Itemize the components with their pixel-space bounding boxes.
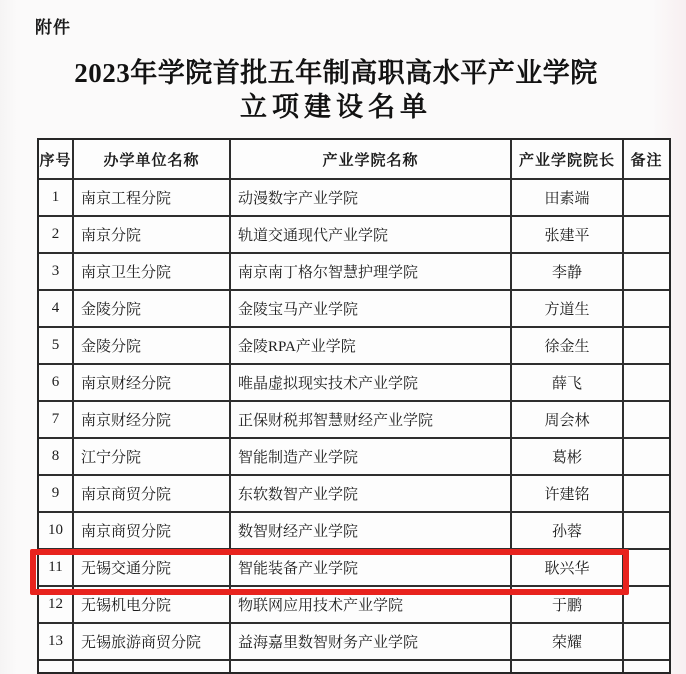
cell-note	[624, 439, 669, 474]
page-title	[0, 56, 672, 125]
header-unit: 办学单位名称	[74, 140, 231, 178]
cell-dean: 徐金生	[512, 328, 624, 363]
cell-note	[624, 217, 669, 252]
cell-note	[624, 550, 669, 585]
cell-seq	[39, 661, 74, 674]
table-row	[39, 439, 669, 476]
cell-unit	[74, 661, 231, 674]
table-row	[39, 587, 669, 624]
cell-unit: 南京工程分院	[74, 180, 231, 215]
table-row	[39, 476, 669, 513]
cell-note	[624, 661, 669, 674]
cell-seq: 10	[39, 513, 74, 548]
cell-seq: 7	[39, 402, 74, 437]
table-row	[39, 365, 669, 402]
cell-unit: 南京商贸分院	[74, 513, 231, 548]
cell-note	[624, 328, 669, 363]
cell-college: 唯晶虚拟现实技术产业学院	[231, 365, 512, 400]
attachment-label: 附件	[35, 18, 71, 37]
header-college: 产业学院名称	[231, 140, 512, 178]
cell-college: 金陵宝马产业学院	[231, 291, 512, 326]
table-row	[39, 180, 669, 217]
cell-seq: 3	[39, 254, 74, 289]
table-row	[39, 513, 669, 550]
cell-unit: 南京财经分院	[74, 365, 231, 400]
table-row	[39, 254, 669, 291]
cell-unit: 南京分院	[74, 217, 231, 252]
cell-dean: 薛飞	[512, 365, 624, 400]
cell-seq: 6	[39, 365, 74, 400]
cell-seq: 13	[39, 624, 74, 659]
cell-unit: 金陵分院	[74, 291, 231, 326]
cell-unit: 无锡机电分院	[74, 587, 231, 622]
table-header-row	[39, 140, 669, 180]
cell-college	[231, 661, 512, 674]
table-row	[39, 402, 669, 439]
cell-seq: 12	[39, 587, 74, 622]
cell-dean: 葛彬	[512, 439, 624, 474]
cell-seq: 11	[39, 550, 74, 585]
cell-note	[624, 513, 669, 548]
cell-note	[624, 180, 669, 215]
cell-seq: 1	[39, 180, 74, 215]
cell-seq: 9	[39, 476, 74, 511]
page-title-line2: 立项建设名单	[240, 92, 432, 122]
cell-college: 数智财经产业学院	[231, 513, 512, 548]
cell-seq: 5	[39, 328, 74, 363]
page-title-line1: 2023年学院首批五年制高职高水平产业学院	[74, 58, 598, 88]
cell-unit: 金陵分院	[74, 328, 231, 363]
cell-college: 轨道交通现代产业学院	[231, 217, 512, 252]
cell-college: 东软数智产业学院	[231, 476, 512, 511]
cell-college: 金陵RPA产业学院	[231, 328, 512, 363]
cell-dean: 于鹏	[512, 587, 624, 622]
cell-dean: 许建铭	[512, 476, 624, 511]
cell-seq: 8	[39, 439, 74, 474]
cell-note	[624, 365, 669, 400]
cell-dean: 田素端	[512, 180, 624, 215]
cell-unit: 无锡交通分院	[74, 550, 231, 585]
cell-unit: 南京财经分院	[74, 402, 231, 437]
cell-college: 正保财税邦智慧财经产业学院	[231, 402, 512, 437]
cell-unit: 无锡旅游商贸分院	[74, 624, 231, 659]
cell-dean: 孙蓉	[512, 513, 624, 548]
cell-seq: 2	[39, 217, 74, 252]
table-row	[39, 624, 669, 661]
cell-dean: 李静	[512, 254, 624, 289]
cell-unit: 南京卫生分院	[74, 254, 231, 289]
cell-dean: 耿兴华	[512, 550, 624, 585]
table-row-highlighted	[39, 550, 669, 587]
cell-seq: 4	[39, 291, 74, 326]
cell-note	[624, 624, 669, 659]
header-note: 备注	[630, 152, 663, 169]
cell-dean: 周会林	[512, 402, 624, 437]
cell-college: 南京南丁格尔智慧护理学院	[231, 254, 512, 289]
cell-college: 益海嘉里数智财务产业学院	[231, 624, 512, 659]
cell-note	[624, 254, 669, 289]
cell-dean: 荣耀	[512, 624, 624, 659]
cell-note	[624, 587, 669, 622]
cell-unit: 南京商贸分院	[74, 476, 231, 511]
cell-college: 物联网应用技术产业学院	[231, 587, 512, 622]
cell-note	[624, 291, 669, 326]
cell-college: 智能装备产业学院	[231, 550, 512, 585]
header-dean: 产业学院院长	[512, 140, 624, 178]
cell-dean	[512, 661, 624, 674]
table-row	[39, 328, 669, 365]
cell-college: 智能制造产业学院	[231, 439, 512, 474]
table-row-partial	[39, 661, 669, 674]
project-table	[37, 138, 671, 674]
table-row	[39, 291, 669, 328]
cell-note	[624, 402, 669, 437]
cell-note	[624, 476, 669, 511]
cell-dean: 张建平	[512, 217, 624, 252]
cell-unit: 江宁分院	[74, 439, 231, 474]
cell-dean: 方道生	[512, 291, 624, 326]
cell-college: 动漫数字产业学院	[231, 180, 512, 215]
header-seq: 序号	[39, 140, 74, 178]
table-row	[39, 217, 669, 254]
